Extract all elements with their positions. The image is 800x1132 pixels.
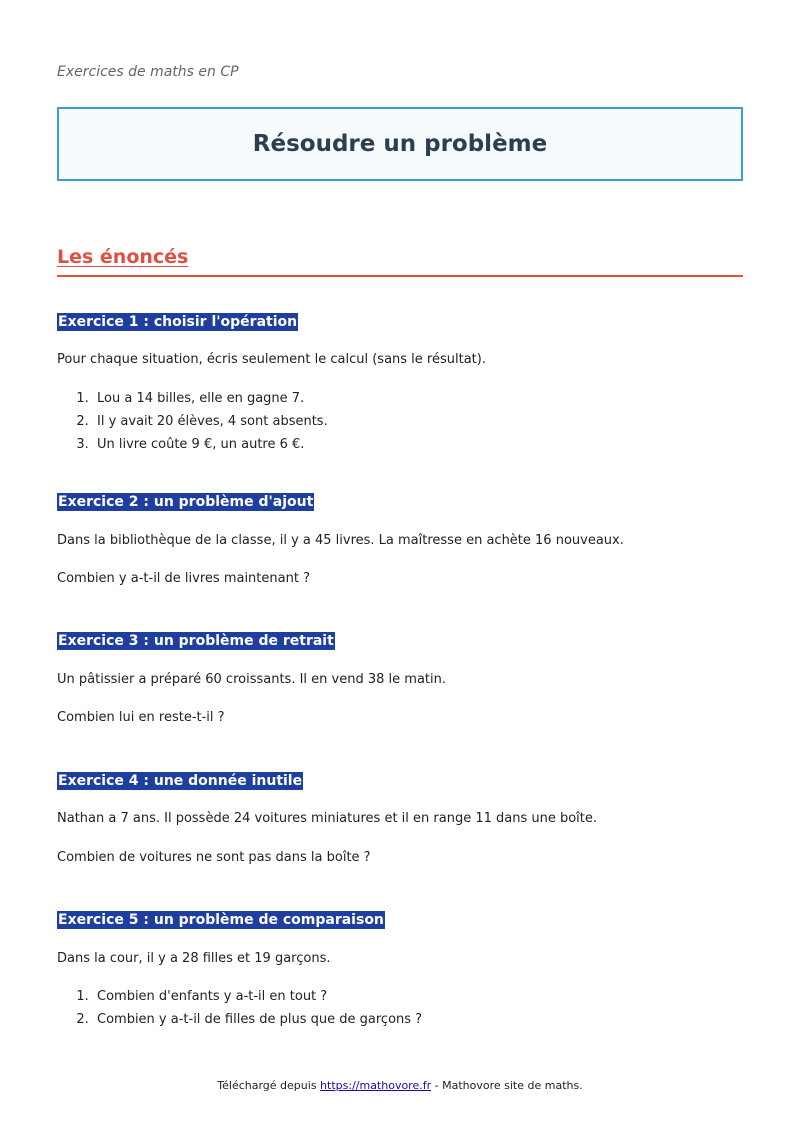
footer-suffix: - Mathovore site de maths.: [431, 1079, 583, 1092]
exercise-3-title: Exercice 3 : un problème de retrait: [58, 633, 334, 649]
section-heading: [57, 246, 743, 277]
title-box: [57, 107, 743, 181]
exercise-4-title: Exercice 4 : une donnée inutile: [58, 773, 303, 789]
exercise-4-question: Combien de voitures ne sont pas dans la boîte ?: [57, 850, 371, 865]
footer-link[interactable]: https://mathovore.fr: [320, 1079, 432, 1092]
exercise-5-title: Exercice 5 : un problème de comparaison: [58, 912, 384, 928]
list-item: 2. Combien y a-t-il de filles de plus que de garçons ?: [76, 1012, 423, 1027]
exercise-5-statement: Dans la cour, il y a 28 filles et 19 garçons.: [57, 951, 331, 966]
exercise-2-title: Exercice 2 : un problème d'ajout: [58, 494, 314, 510]
footer-prefix: Téléchargé depuis: [217, 1079, 321, 1092]
list-item: 2. Il y avait 20 élèves, 4 sont absents.: [76, 414, 328, 429]
page-footer: [0, 1079, 800, 1092]
exercise-3-statement: Un pâtissier a préparé 60 croissants. Il en vend 38 le matin.: [57, 672, 446, 687]
list-item: 1. Combien d'enfants y a-t-il en tout ?: [76, 989, 328, 1004]
exercise-1-title: Exercice 1 : choisir l'opération: [58, 314, 298, 330]
exercise-1-list: [57, 387, 328, 456]
exercise-1-intro: Pour chaque situation, écris seulement le calcul (sans le résultat).: [57, 352, 486, 367]
exercise-2-statement: Dans la bibliothèque de la classe, il y a 45 livres. La maîtresse en achète 16 nouveaux.: [57, 533, 624, 548]
exercise-2-question: Combien y a-t-il de livres maintenant ?: [57, 571, 310, 586]
exercise-4-statement: Nathan a 7 ans. Il possède 24 voitures miniatures et il en range 11 dans une boîte.: [57, 811, 598, 826]
list-item: 3. Un livre coûte 9 €, un autre 6 €.: [76, 437, 305, 452]
exercise-3-question: Combien lui en reste-t-il ?: [57, 710, 225, 725]
page-title: Résoudre un problème: [252, 131, 548, 157]
list-item: 1. Lou a 14 billes, elle en gagne 7.: [76, 391, 305, 406]
exercise-5-list: [57, 985, 422, 1031]
page-subtitle: Exercices de maths en CP: [57, 64, 239, 80]
section-title: Les énoncés: [57, 246, 189, 268]
